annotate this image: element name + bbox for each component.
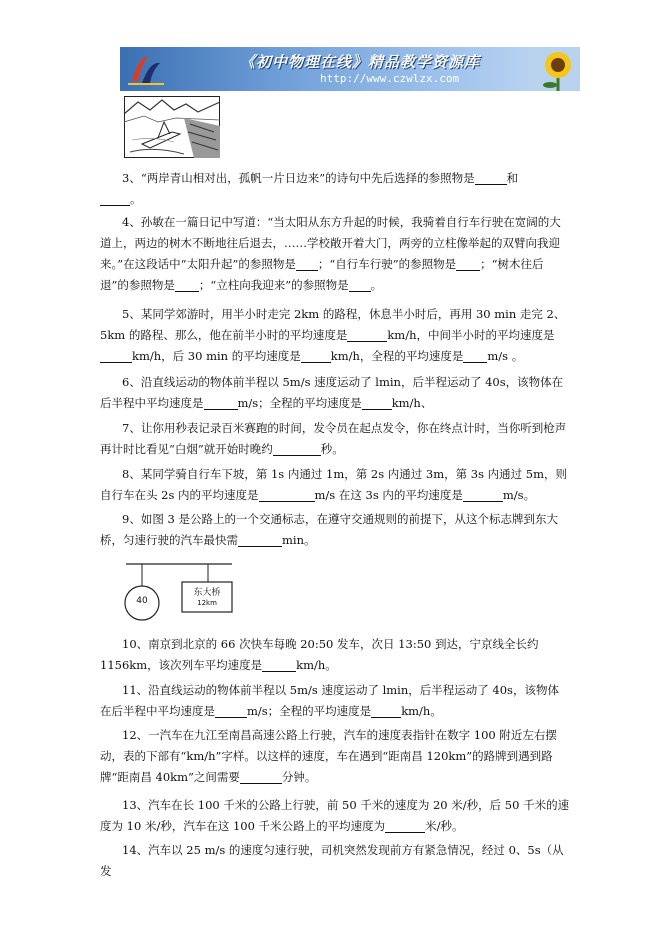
q11-blank-2[interactable] [371,703,401,718]
q5-text: m/s 。 [487,349,524,363]
q6-text: m/s；全程的平均速度是 [237,396,362,410]
question-12 [100,725,570,788]
question-9 [100,509,570,551]
traffic-sign-figure [124,560,234,628]
q3-blank-2[interactable] [100,191,130,206]
q8-blank-1[interactable] [259,487,315,502]
q8-blank-2[interactable] [463,487,503,502]
speed-limit-sign: 40 [136,596,148,606]
question-11 [100,680,570,722]
question-10 [100,634,570,676]
q14-text: 14、汽车以 25 m/s 的速度匀速行驶，司机突然发现前方有紧急情况，经过 0、5s（从发 [100,843,564,878]
site-logo [126,51,166,87]
question-7 [100,418,570,460]
q5-blank-3[interactable] [301,348,331,363]
q6-blank-2[interactable] [362,395,392,410]
q5-text: km/h，全程的平均速度是 [330,349,464,363]
q6-text: km/h、 [391,396,433,410]
q4-blank-2[interactable] [456,256,480,271]
q3-text: 和 [506,171,519,185]
question-6 [100,372,570,414]
q6-text: 6、沿直线运动的物体前半程以 5m/s 速度运动了 lmin，后半程运动了 40s，该物体在后半程中平均速度是 [100,375,564,410]
q12-blank-1[interactable] [240,769,282,784]
question-5 [100,304,570,367]
q7-blank-1[interactable] [273,441,321,456]
q8-text: m/s 在这 3s 内的平均速度是 [314,488,463,502]
q3-text: 3、“两岸青山相对出，孤帆一片日边来”的诗句中先后选择的参照物是 [122,171,475,185]
q4-blank-3[interactable] [175,277,199,292]
q12-text: 分钟。 [281,770,317,784]
sunflower-icon [528,47,580,91]
q13-text: 米/秒。 [425,819,464,833]
q5-text: 5、某同学郊游时，用半小时走完 2km 的路程，休息半小时后，再用 30 min 走完 2、5km 的路程、那么，他在前半小时的平均速度是 [100,307,566,342]
q13-text: 13、汽车在长 100 千米的公路上行驶，前 50 千米的速度为 20 米/秒，后 50 千米的速度为 10 米/秒，汽车在这 100 千米公路上的平均速度为 [100,798,570,833]
q8-text: m/s。 [502,488,536,502]
q9-text: 9、如图 3 是公路上的一个交通标志，在遵守交通规则的前提下，从这个标志牌到东大桥，匀速行驶的汽车最快需 [100,512,558,547]
q11-text: km/h。 [401,704,442,718]
q11-blank-1[interactable] [215,703,247,718]
q6-blank-1[interactable] [204,395,238,410]
header-banner [120,47,580,91]
q13-blank-1[interactable] [385,818,425,833]
question-3 [100,168,570,210]
q10-blank-1[interactable] [262,657,296,672]
q12-text: 12、一汽车在九江至南昌高速公路上行驶，汽车的速度表指针在数字 100 附近左右摆动，表的下部有“km/h”字样。以这样的速度，车在遇到“距南昌 120km”的路牌到遇到路牌“距南昌 40km”之间需要 [100,728,557,784]
q4-blank-1[interactable] [296,256,318,271]
destination-name: 东大桥 [193,588,221,598]
question-4 [100,212,570,296]
q5-text: km/h，后 30 min 的平均速度是 [132,349,301,363]
question-14 [100,840,570,882]
q4-text: ；“树木往后退”的参照物是 [100,257,544,292]
q3-text: 。 [130,192,142,206]
destination-distance: 12km [197,599,217,607]
q11-text: 11、沿直线运动的物体前半程以 5m/s 速度运动了 lmin，后半程运动了 40s，该物体在后半程中平均速度是 [100,683,559,718]
q8-text: 8、某同学骑自行车下坡，第 1s 内通过 1m，第 2s 内通过 3m，第 3s 内通过 5m，则自行车在头 2s 内的平均速度是 [100,467,568,502]
q4-text: 。 [370,278,383,292]
q4-blank-4[interactable] [349,277,371,292]
q5-blank-2[interactable] [100,348,132,363]
q7-text: 7、让你用秒表记录百米赛跑的时间，发令员在起点发令，你在终点计时，当你听到枪声再计时比看见“白烟”就开始时晚约 [100,421,567,456]
q10-text: 10、南京到北京的 66 次快车每晚 20:50 发车，次日 13:50 到达，宁京线全长约 1156km，该次列车平均速度是 [100,637,539,672]
q4-text: 4、孙敏在一篇日记中写道：“当太阳从东方升起的时候，我骑着自行车行驶在宽阔的大道上，两边的树木不断地往后退去，……学校敞开着大门，两旁的立柱像举起的双臂向我迎来。”在这段话中“太阳升起”的参照物是 [100,215,561,271]
banner-title: 《初中物理在线》精品教学资源库 [240,53,481,71]
q11-text: m/s；全程的平均速度是 [247,704,372,718]
banner-url: http://www.czwlzx.com [320,72,460,85]
q3-blank-1[interactable] [475,170,507,185]
q5-blank-4[interactable] [463,348,487,363]
q5-text: km/h，中间半小时的平均速度是 [387,328,555,342]
q9-blank-1[interactable] [238,532,282,547]
q10-text: km/h。 [296,658,337,672]
river-boat-sketch [124,96,220,158]
q4-text: ；“立柱向我迎来”的参照物是 [198,278,349,292]
q7-text: 秒。 [320,442,344,456]
question-13 [100,795,570,837]
q9-text: min。 [282,533,316,547]
question-8 [100,464,570,506]
q4-text: ；“自行车行驶”的参照物是 [317,257,457,271]
q5-blank-1[interactable] [347,327,387,342]
